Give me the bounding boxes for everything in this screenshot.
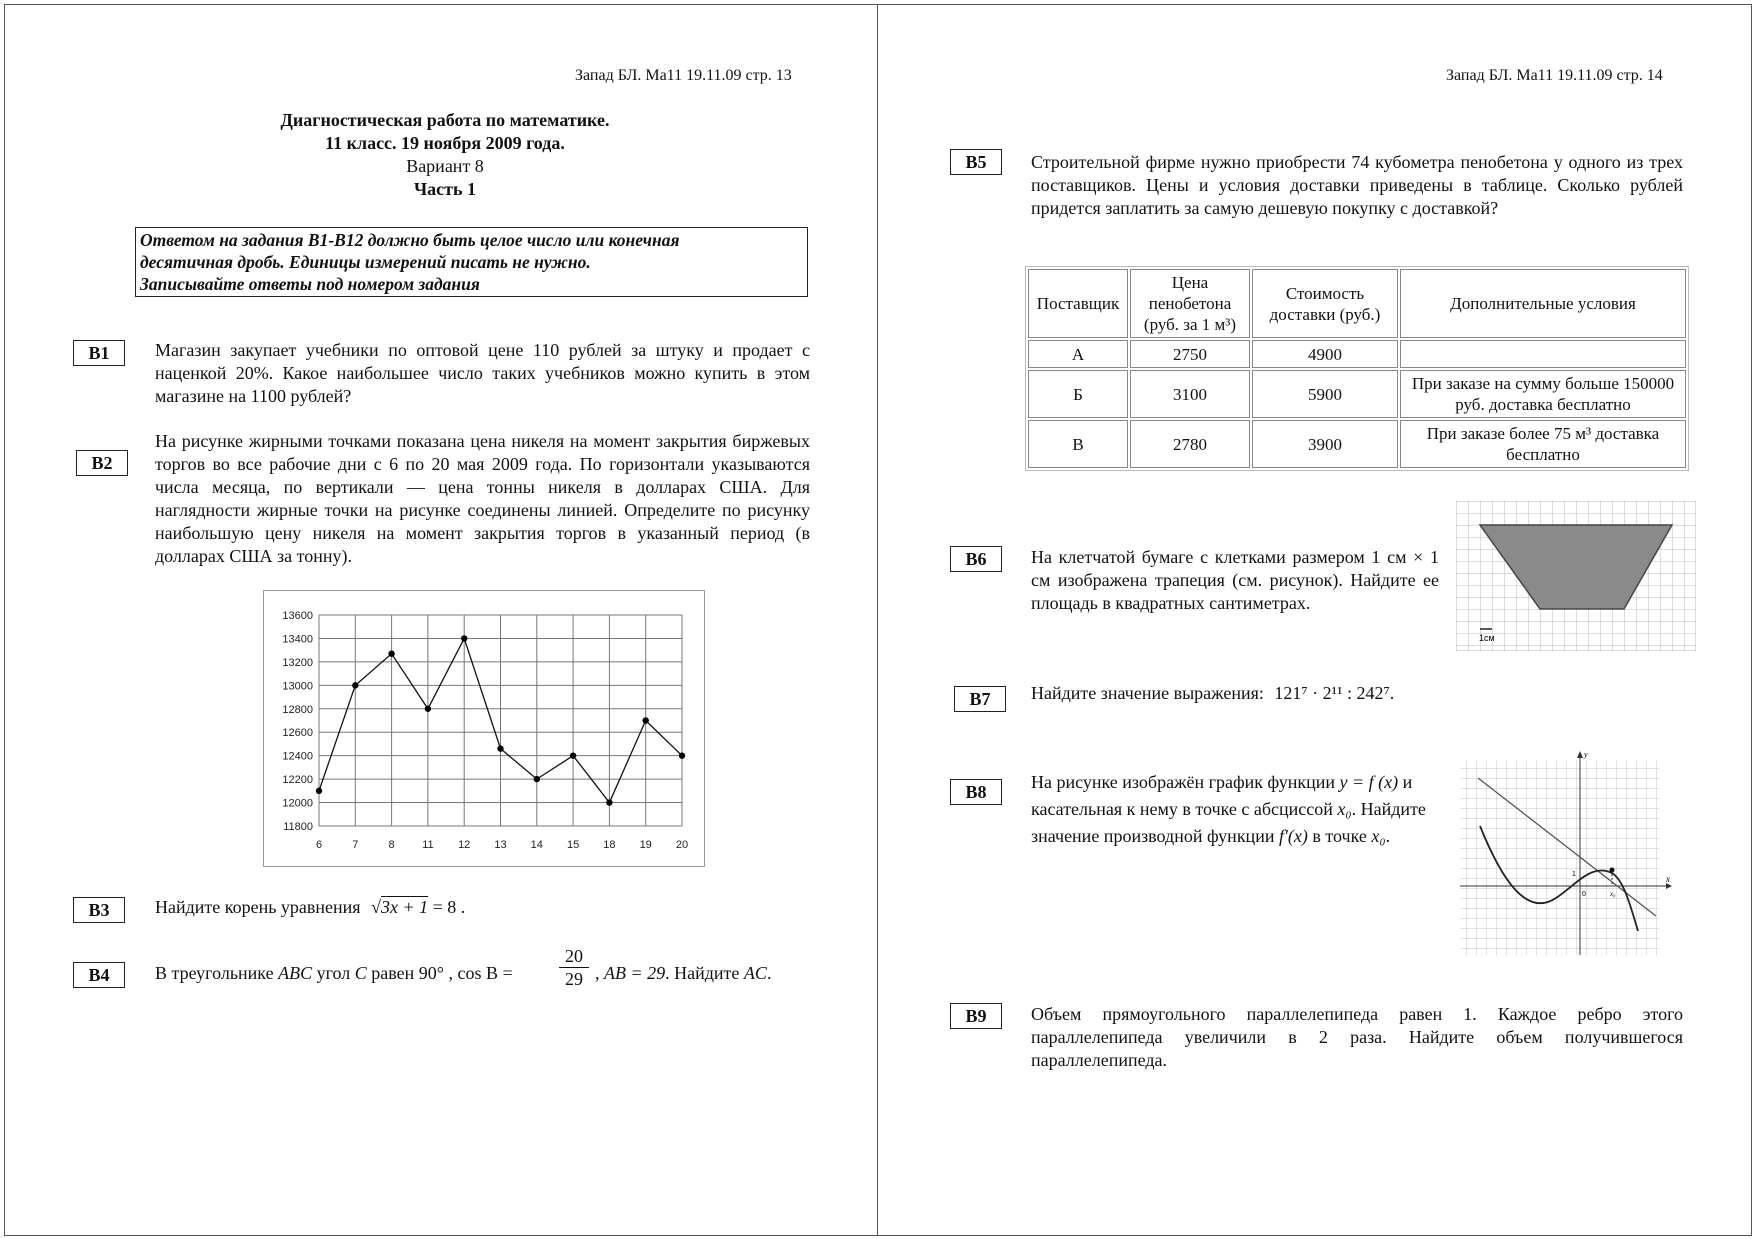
x-tick-label: 19 (639, 839, 652, 851)
y-tick-label: 13400 (282, 633, 313, 646)
b4-fraction-num: 20 (559, 945, 589, 968)
tangent-graph-figure (1456, 748, 1676, 958)
nickel-price-chart (263, 590, 705, 867)
y-tick-label: 12600 (282, 727, 313, 740)
b8-text-3: . Найдите значение производной функции (1031, 799, 1426, 846)
supplier-table-wrap (1025, 266, 1689, 471)
instruction-box (135, 227, 808, 297)
task-label-b4: B4 (73, 962, 125, 988)
b4-ab: AB = 29 (604, 963, 666, 983)
y-tick-label: 12200 (282, 774, 313, 787)
graph-grid (1460, 760, 1660, 955)
price-point (643, 717, 649, 723)
b4-text-4: . Найдите (665, 963, 740, 983)
y-axis-label: y (1584, 750, 1588, 759)
b4-ac: AC (743, 963, 767, 983)
sqrt-argument: 3x + 1 (380, 897, 429, 917)
b4-text-1: В треугольнике (155, 963, 274, 983)
page-title (105, 109, 785, 201)
price-point (316, 788, 322, 794)
x-tick-label: 20 (675, 839, 689, 851)
x-tick-label: 6 (315, 839, 323, 851)
tangent-point (1610, 868, 1615, 873)
x-tick-label: 13 (494, 839, 507, 851)
table-cell: При заказе на сумму больше 150000 руб. доставка бесплатно (1400, 370, 1686, 418)
table-row (1028, 420, 1686, 468)
table-cell: 4900 (1252, 340, 1398, 368)
price-point (534, 776, 540, 782)
task-b7 (1031, 682, 1671, 705)
b8-derivative: f′(x) (1278, 826, 1308, 846)
b4-fraction-den: 29 (565, 969, 583, 989)
right-page (877, 4, 1752, 1236)
table-cell: При заказе более 75 м³ доставка бесплатно (1400, 420, 1686, 468)
y-tick-label: 11800 (283, 821, 313, 833)
task-b1-text: Магазин закупает учебники по оптовой цене 110 рублей за штуку и продает с наценкой 20%. Какое наибольшее число таких учебников можно купить в этом магазине на 1100 рублей? (155, 340, 810, 406)
price-point (352, 682, 358, 688)
x0-label: x₀ (1610, 890, 1616, 898)
x-tick-label: 12 (458, 839, 471, 851)
scale-label: 1см (1479, 633, 1495, 643)
right-page-header: Запад БЛ. Ма11 19.11.09 стр. 14 (1446, 67, 1663, 84)
nickel-chart-svg (264, 591, 704, 866)
task-label-b9: B9 (950, 1003, 1002, 1029)
task-b2-text: На рисунке жирными точками показана цена никеля на момент закрытия биржевых торгов во все рабочие дни с 6 по 20 мая 2009 года. По горизонтали указываются числа месяца, по вертикали — цена тонны никеля в долларах США. Для наглядности жирные точки на рисунке соединены линией. Определите по рисунку наибольшую цену никеля на момент закрытия торгов в указанный период (в долларах США за тонну). (155, 431, 810, 566)
y-tick-label: 13600 (282, 610, 313, 622)
table-cell: 5900 (1252, 370, 1398, 418)
table-header-cell: Цена пенобетона (руб. за 1 м³) (1130, 269, 1250, 338)
task-b3-text: Найдите корень уравнения (155, 897, 361, 917)
price-point (679, 752, 685, 758)
task-label-b8: B8 (950, 779, 1002, 805)
table-cell: Б (1028, 370, 1128, 418)
b8-x0-2: x₀ (1371, 826, 1386, 846)
origin-label: 0 (1582, 891, 1586, 898)
b4-cos: cos B = (457, 963, 513, 983)
left-page (4, 4, 878, 1236)
price-point (425, 706, 431, 712)
table-row (1028, 340, 1686, 368)
x-axis-label: x (1666, 874, 1670, 884)
title-line-2: 11 класс. 19 ноября 2009 года. (325, 133, 565, 153)
table-header-cell: Поставщик (1028, 269, 1128, 338)
x-tick-label: 7 (352, 839, 359, 851)
task-b4: В треугольнике ABC угол C равен 90° , cos B = $\frac{20}{29}$ , AB = 29. Найдите AC. (155, 946, 772, 989)
instruction-line-2: десятичная дробь. Единицы измерений писать не нужно. (140, 252, 591, 272)
task-b7-text: Найдите значение выражения: (1031, 683, 1264, 703)
table-cell: В (1028, 420, 1128, 468)
x-tick-label: 8 (388, 839, 395, 851)
b8-end: . (1385, 826, 1391, 846)
price-point (570, 752, 576, 758)
b4-end: . (766, 963, 772, 983)
price-point (388, 650, 394, 656)
title-variant: Вариант 8 (406, 156, 484, 176)
x-tick-label: 18 (603, 839, 616, 851)
instruction-line-1: Ответом на задания B1-B12 должно быть целое число или конечная (140, 230, 680, 250)
table-cell: 2780 (1130, 420, 1250, 468)
x-tick-label: 15 (566, 839, 580, 851)
title-line-1: Диагностическая работа по математике. (280, 110, 610, 130)
equation-rhs: = 8 . (432, 897, 466, 917)
b4-c: C (354, 963, 367, 983)
y-tick-label: 13200 (282, 656, 313, 669)
left-page-header: Запад БЛ. Ма11 19.11.09 стр. 13 (575, 67, 792, 84)
x-tick-label: 11 (422, 839, 434, 851)
b8-x0: x₀ (1337, 799, 1352, 819)
task-label-b7: B7 (954, 686, 1006, 712)
b8-text-2: и касательная к нему в точке с абсциссой (1031, 772, 1413, 819)
b8-text-4: в точке (1312, 826, 1367, 846)
price-point (606, 799, 612, 805)
x-tick-label: 14 (530, 839, 543, 851)
task-label-b3: B3 (73, 897, 125, 923)
table-row (1028, 370, 1686, 418)
trapezoid-grid-figure (1456, 501, 1696, 651)
y-tick-label: 12000 (282, 797, 313, 810)
unit-label: 1 (1572, 871, 1576, 878)
y-tick-label: 13000 (282, 680, 313, 693)
price-point (497, 745, 503, 751)
task-b9-text: Объем прямоугольного параллелепипеда равен 1. Каждое ребро этого параллелепипеда увеличили в 2 раза. Найдите объем получившегося параллелепипеда. (1031, 1004, 1683, 1070)
table-cell: 3100 (1130, 370, 1250, 418)
instruction-line-3: Записывайте ответы под номером задания (140, 274, 480, 294)
supplier-table (1025, 266, 1689, 471)
y-tick-label: 12800 (282, 703, 313, 716)
table-cell: А (1028, 340, 1128, 368)
task-b7-expression: 121⁷ · 2¹¹ : 242⁷. (1274, 683, 1395, 703)
b4-text-3: равен 90° , (371, 963, 453, 983)
task-b3: Найдите корень уравнения √3x + 1 = 8 . (155, 897, 466, 917)
table-header-cell: Дополнительные условия (1400, 269, 1686, 338)
task-label-b1: B1 (73, 340, 125, 366)
b8-function: y = f (x) (1339, 772, 1399, 792)
table-cell: 3900 (1252, 420, 1398, 468)
task-label-b5: B5 (950, 149, 1002, 175)
table-header-cell: Стоимость доставки (руб.) (1252, 269, 1398, 338)
b4-text-2: угол (316, 963, 351, 983)
y-axis-arrow (1577, 751, 1583, 758)
task-b5-text: Строительной фирме нужно приобрести 74 кубометра пенобетона у одного из трех поставщиков. Цены и условия доставки приведены в таблице. Сколько рублей придется заплатить за самую дешевую покупку с доставкой? (1031, 152, 1683, 218)
task-label-b2: B2 (76, 450, 128, 476)
price-point (461, 635, 467, 641)
task-b6-text: На клетчатой бумаге с клетками размером 1 см × 1 см изображена трапеция (см. рисунок). Найдите ее площадь в квадратных сантиметрах. (1031, 547, 1439, 613)
y-tick-label: 12400 (282, 750, 313, 763)
b4-abc: ABC (278, 963, 313, 983)
table-cell (1400, 340, 1686, 368)
b8-text-1: На рисунке изображён график функции (1031, 772, 1336, 792)
title-part: Часть 1 (413, 179, 477, 199)
task-label-b6: B6 (950, 546, 1002, 572)
table-cell: 2750 (1130, 340, 1250, 368)
table-header-row (1028, 269, 1686, 338)
task-b8 (1031, 769, 1441, 850)
